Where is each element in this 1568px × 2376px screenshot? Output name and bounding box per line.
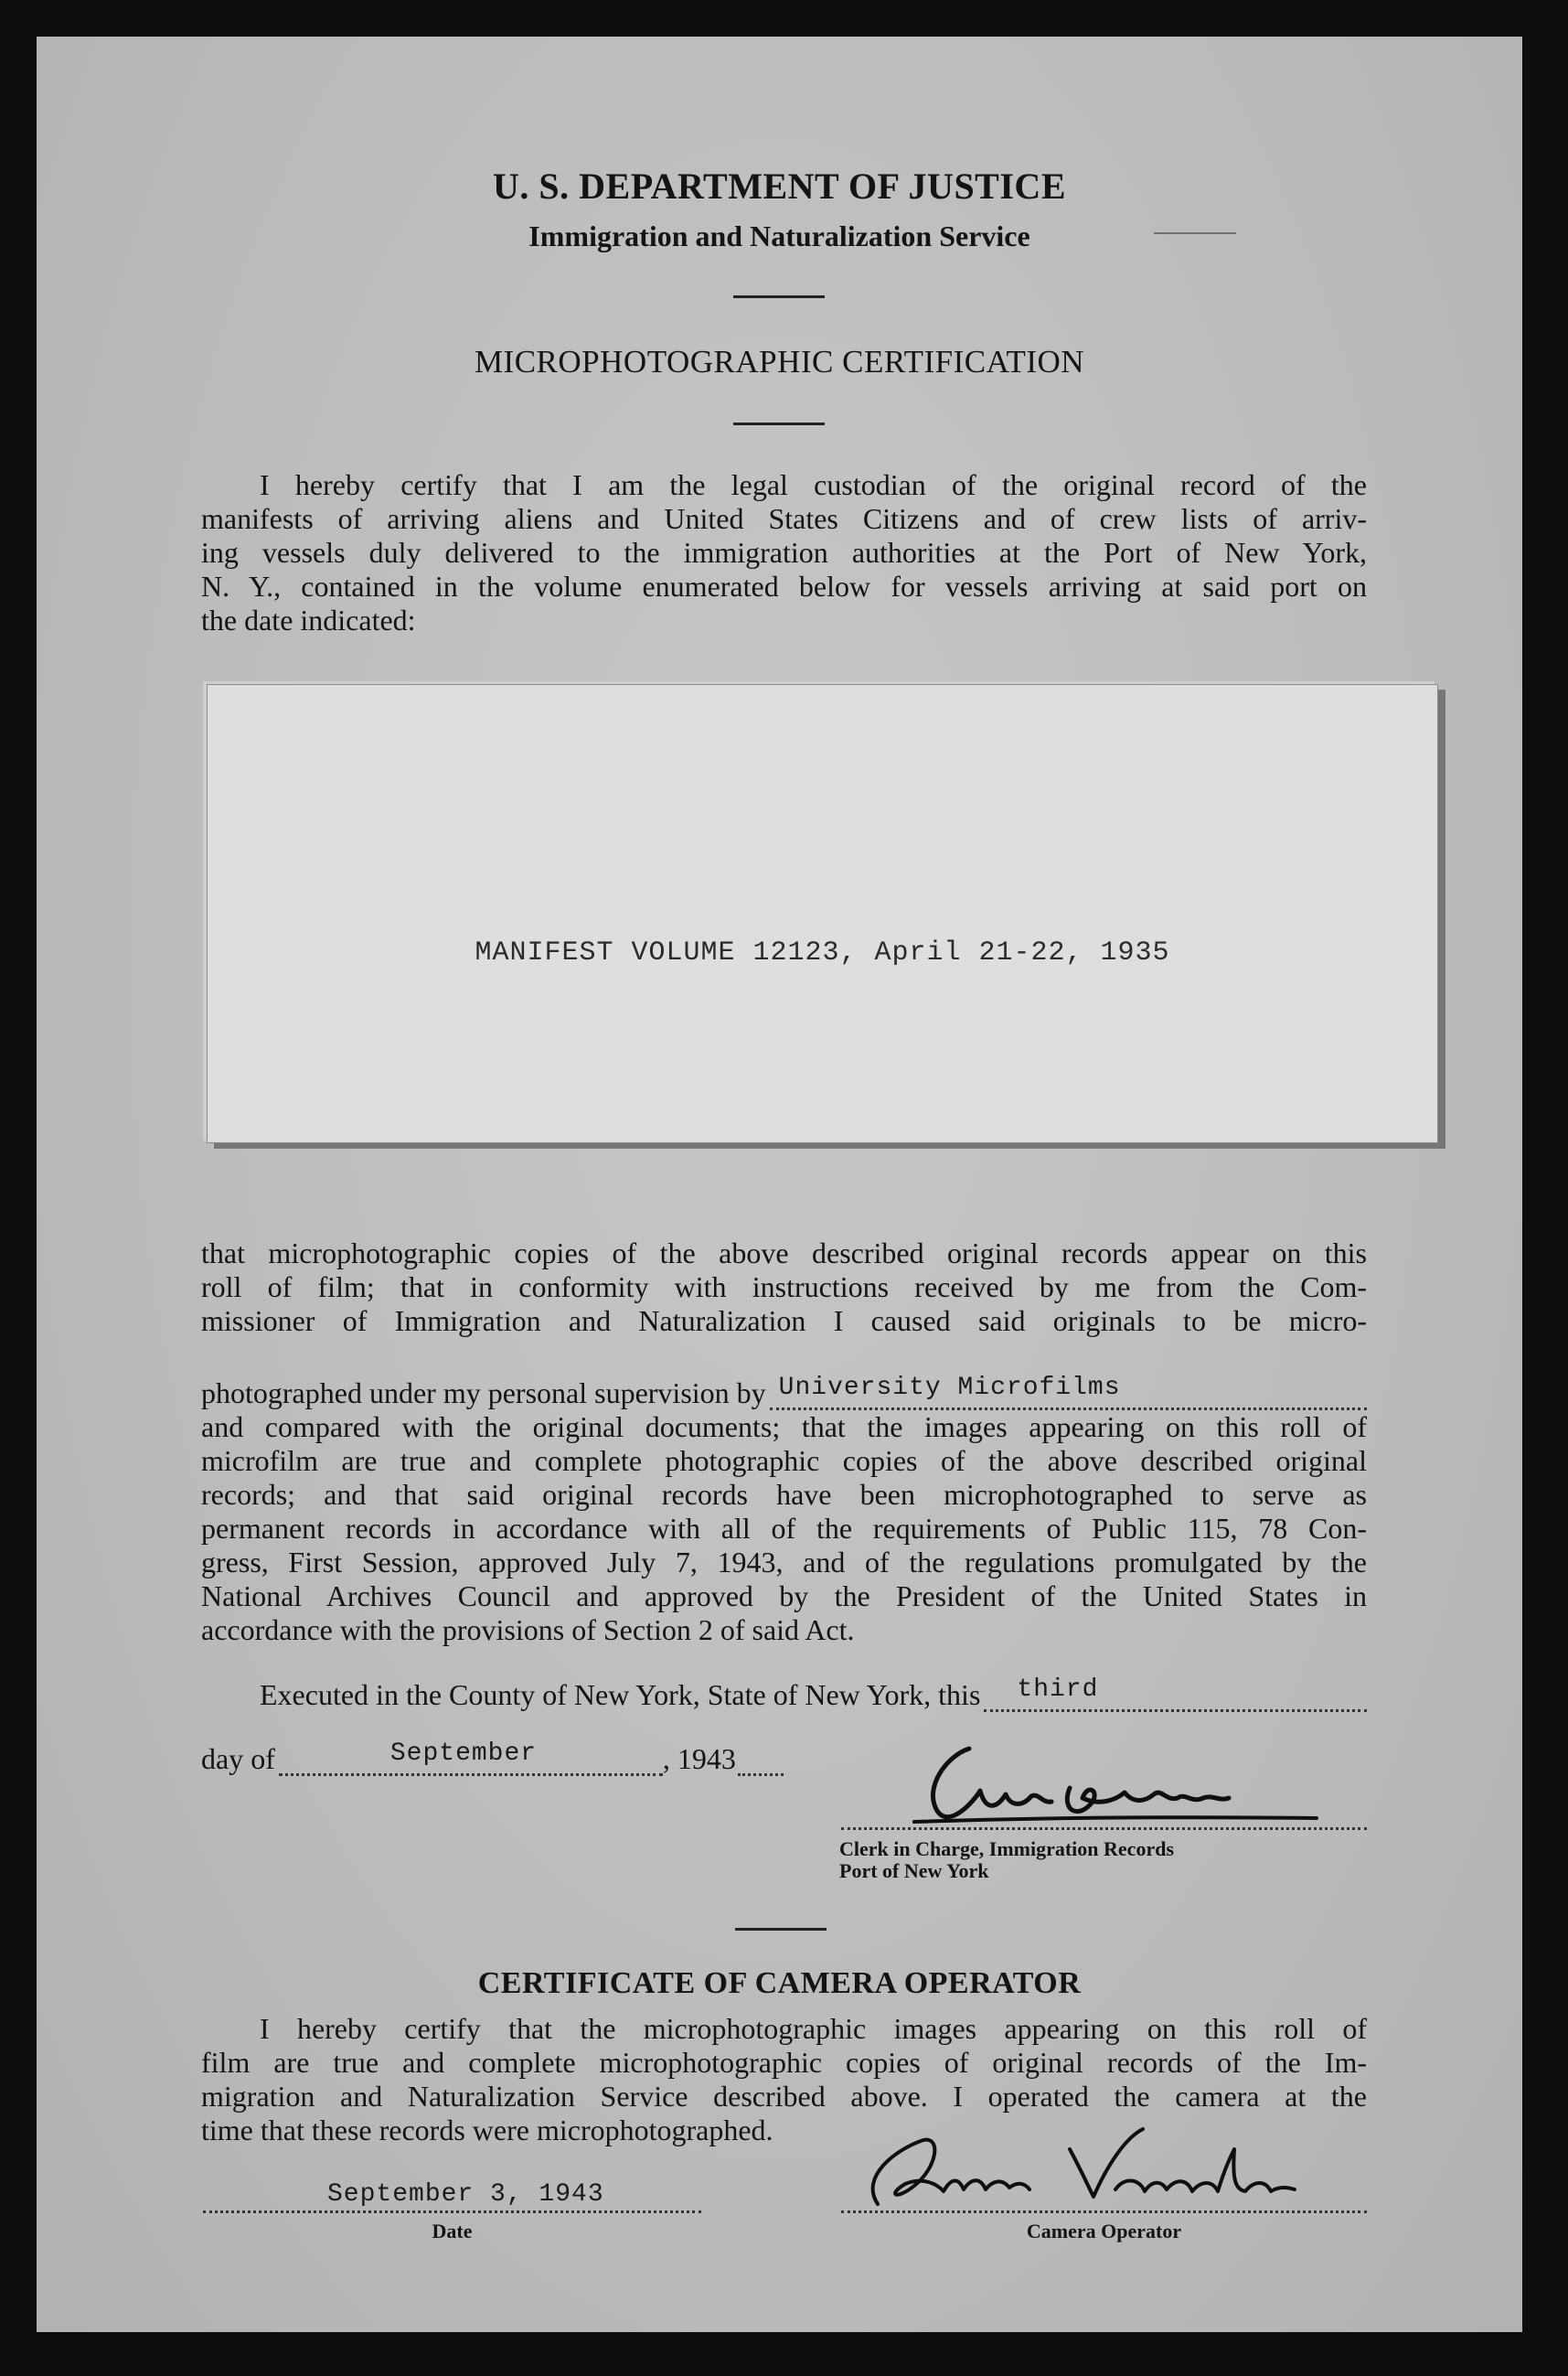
certification-title: MICROPHOTOGRAPHIC CERTIFICATION xyxy=(474,344,1085,380)
year-dots xyxy=(738,1739,784,1776)
supervision-prefix: photographed under my personal supervision by xyxy=(201,1376,766,1409)
month-field xyxy=(279,1739,663,1776)
month-value: September xyxy=(389,1739,538,1768)
body-line: National Archives Council and approved by the President of the United States in xyxy=(201,1579,1367,1612)
clerk-port: Port of New York xyxy=(839,1859,989,1882)
intro-line: ing vessels duly delivered to the immigration authorities at the Port of New York, xyxy=(201,536,1367,569)
body-line: missioner of Immigration and Naturalization I caused said originals to be micro- xyxy=(201,1304,1367,1337)
intro-line: I hereby certify that I am the legal custodian of the original record of the xyxy=(260,468,1367,501)
date-label: Date xyxy=(432,2220,473,2242)
intro-line: N. Y., contained in the volume enumerated below for vessels arriving at said port on xyxy=(201,570,1367,603)
body-line: gress, First Session, approved July 7, 1943, and of the regulations promulgated by the xyxy=(201,1546,1367,1579)
manifest-volume-slip xyxy=(207,684,1438,1143)
camera-operator-label: Camera Operator xyxy=(1026,2220,1182,2242)
stray-mark xyxy=(1154,232,1236,234)
camera-operator-title: CERTIFICATE OF CAMERA OPERATOR xyxy=(477,1966,1082,2000)
intro-paragraph xyxy=(201,468,1367,637)
executed-line xyxy=(260,1675,1367,1712)
supervision-line xyxy=(201,1374,1367,1410)
executed-prefix: Executed in the County of New York, State of New York, this xyxy=(260,1678,981,1711)
operator-line: film are true and complete microphotographic copies of original records of the Im- xyxy=(201,2046,1367,2079)
day-field xyxy=(984,1675,1367,1712)
camera-operator-signature xyxy=(841,2113,1353,2222)
supervisor-value: University Microfilms xyxy=(778,1374,1121,1402)
operator-signature-line xyxy=(841,2210,1367,2213)
date-field xyxy=(203,2174,701,2213)
body-line: roll of film; that in conformity with instructions received by me from the Com- xyxy=(201,1270,1367,1303)
divider-rule xyxy=(735,1928,827,1931)
day-of-prefix: day of xyxy=(201,1742,275,1775)
clerk-title: Clerk in Charge, Immigration Records xyxy=(839,1837,1175,1860)
body-line: and compared with the original documents; that the images appearing on this roll of xyxy=(201,1410,1367,1443)
service-subheading: Immigration and Naturalization Service xyxy=(528,219,1030,252)
day-of-line xyxy=(201,1739,859,1776)
divider-rule xyxy=(733,423,825,425)
date-value: September 3, 1943 xyxy=(327,2180,604,2209)
body-line: microfilm are true and complete photographic copies of the above described original xyxy=(201,1444,1367,1477)
clerk-signature-line xyxy=(841,1827,1367,1830)
intro-line: manifests of arriving aliens and United States Citizens and of crew lists of arriv- xyxy=(201,502,1367,535)
body-line: permanent records in accordance with all of the requirements of Public 115, 78 Con- xyxy=(201,1512,1367,1545)
body-line: records; and that said original records have been microphotographed to serve as xyxy=(201,1478,1367,1511)
supervisor-field xyxy=(770,1374,1367,1410)
manifest-volume-label: MANIFEST VOLUME 12123, April 21-22, 1935 xyxy=(475,937,1170,969)
body-line: that microphotographic copies of the above described original records appear on this xyxy=(201,1236,1367,1269)
year-text: , 1943 xyxy=(662,1742,736,1775)
operator-line: time that these records were microphotographed. xyxy=(201,2114,773,2146)
day-value: third xyxy=(1017,1675,1099,1704)
divider-rule xyxy=(733,295,825,298)
operator-line: migration and Naturalization Service described above. I operated the camera at the xyxy=(201,2080,1367,2113)
clerk-signature xyxy=(859,1738,1353,1838)
body-paragraph-continued xyxy=(201,1410,1367,1647)
operator-line: I hereby certify that the microphotographic images appearing on this roll of xyxy=(260,2012,1367,2045)
certificate-page xyxy=(37,37,1522,2332)
department-heading: U. S. DEPARTMENT OF JUSTICE xyxy=(493,166,1066,207)
body-paragraph xyxy=(201,1236,1367,1338)
intro-line: the date indicated: xyxy=(201,604,416,637)
body-line: accordance with the provisions of Section 2 of said Act. xyxy=(201,1613,855,1646)
